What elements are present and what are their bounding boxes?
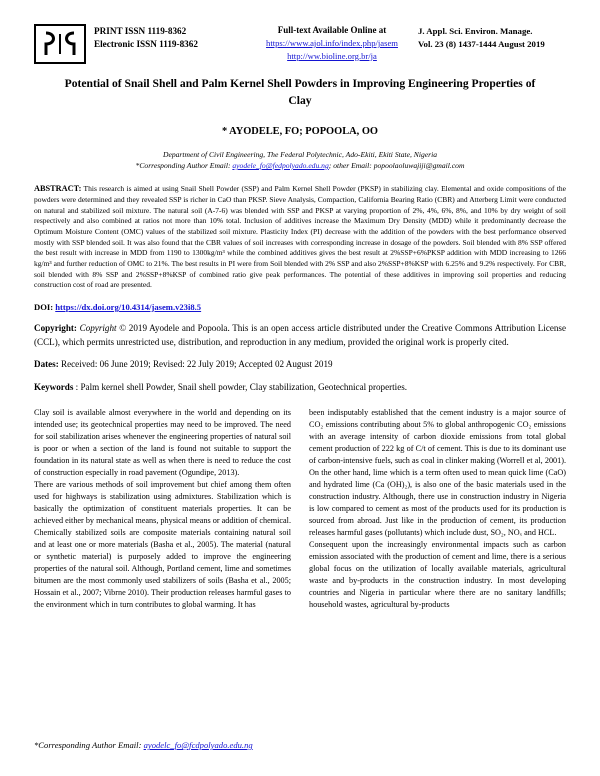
correspondence-suffix: ; other Email: popoolaoluwajiji@gmail.com [328, 160, 465, 170]
full-text-label: Full-text Available Online at [277, 25, 387, 35]
copyright-section [34, 322, 566, 349]
abstract-text: This research is aimed at using Snail Shell Powder (SSP) and Palm Kernel Shell Powder (PKSP) in stabilizing clay. Elemental and oxide compositions of the powders were determined and they revealed SSP is richer in CaO than PKSP. Sieve Analysis, Compaction, California Bearing Ratio (CBR) and Atterberg Limit were conducted on natural and stabilized soil mixture. The natural soil (A-7-6) was blended with SSP and PKSP at varying proportion of 2%, 4%, 6%, 8%, and 10% by dry weight of soil respectively and also combined at ratios not more than 10% total. Inclusion of additives increase the Maximum Dry Density (MDD) while it predominantly decrease the Optimum Moisture Content (OMC) values of the stabilized soil mixture. Plasticity Index (PI) decrease with the addition of the powders with the best performance observed mostly with SSP blended soil. It was also found that the CBR values of soil increases with corresponding increase in dosage of the powders. Soil blended with 8% SSP offered the best result with increase in MDD from 1190 to 1300kg/m³ while the combined additives gives the best result at 2%SSP+6%PKSP addition with MDD increasing to 1266 kg/m³ and further reduction of OMC to 21%. The best results in PI were from Soil blended with 2% SSP and also 2%SSP+8%KSP with 6.25% and 9.2% respectively. For CBR, soil blended with 8% SSP and 2%SSP+8%KSP of combined ratio give peak performances. The potential of these additives in improving soil properties and reducing construction cost of road are presented. [34, 184, 566, 290]
electronic-issn: Electronic ISSN 1119-8362 [94, 39, 198, 50]
body-right-column [309, 407, 566, 610]
abstract-section [34, 183, 566, 291]
paragraph: Clay soil is available almost everywhere in the world and depending on its intended use; its geotechnical properties may need to be improved. The need for soil stabilization arises whenever the engineering properties of natural soil is poor or when a section of the land is found not suitable to support the foundation in its natural state as well as when there is need to reduce the cost of construction especially in road pavement (Ogundipe, 2013). [34, 408, 291, 478]
affiliation-line: Department of Civil Engineering, The Federal Polytechnic, Ado-Ekiti, Ekiti State, Nigeria [162, 149, 438, 159]
footer-email-link[interactable]: ayodelc_fo@fcdpolyado.edu.ng [143, 740, 253, 750]
paragraph: There are various methods of soil improvement but chief among them often used for highways is stabilization using admixtures. Stabilization which is basically the optimization of constituent materials properties. It can be achieved either by mechanical means, physical means or addition of chemical. Chemically stabilized soils are composite materials containing natural soil and at least one or more materials (Basha et al., 2005). The material (natural or synthetic material) is purposely added to improve the engineering properties of the natural soil. Although, Portland cement, lime and sometimes bitumen are the most commonly used stabilizers of soils (Basha et al., 2005; Hossain et al., 2007; Vibrne 2010). Their production releases harmful gases to the environment which in turn contributes to global warming. It has [34, 480, 291, 609]
paragraph: been indisputably established that the cement industry is a major source of CO₂ emissions contributing about 5% to global anthropogenic CO₂ emissions with an average intensity of carbon dioxide emissions from total global cement production of 222 kg of C/t of cement. This is due to its dominant use of carbon-intensive fuels, such as coal in clinker making (Worrell et al, 2001). On the other hand, lime which is a term often used to mean quick lime (CaO) and hydrated lime (Ca (OH)₂), is also one of the basic materials used in the construction industry. Although, there use in construction industry in Nigeria is low compared to cement as most of the products used for its production is sourced from abroad. Just like in the production of cement, its production releases harmful gases (pollutants) which include dust, SO₂, NOₓ and HCL. [309, 408, 566, 538]
doi-label: DOI: [34, 301, 56, 312]
body-left-column [34, 407, 291, 610]
doi-link[interactable]: https://dx.doi.org/10.4314/jasem.v23i8.5 [55, 301, 202, 312]
bioline-link[interactable]: http://ww.bioline.org.br/ja [287, 50, 377, 61]
dates-text: Received: 06 June 2019; Revised: 22 July 2019; Accepted 02 August 2019 [58, 359, 333, 370]
correspondence-email-link[interactable]: ayodele_fo@fedpolyado.edu.ng [232, 160, 329, 170]
affiliation [34, 149, 566, 172]
correspondence-line [34, 160, 566, 171]
full-text-block [254, 22, 410, 62]
ajol-link[interactable]: https://www.ajol.info/index.php/jasem [266, 38, 398, 49]
footer-correspondence [34, 740, 253, 750]
copyright-text: © 2019 Ayodele and Popoola. This is an open access article distributed under the Creative Commons Attribution License (CCL), which permits unrestricted use, distribution, and reproduction in any medium, provided the original work is properly cited. [34, 322, 567, 347]
paragraph: Consequent upon the increasingly environmental impacts such as carbon emission associated with the production of cement and lime, there is a serious global focus on the utilization of locally available materials, agricultural waste and by-products in the construction industry. In most developing countries and Nigeria in particular where there are no sanitary landfills; household wastes, agricultural by-products [309, 540, 566, 609]
journal-info-block [418, 22, 566, 51]
masthead [34, 22, 566, 64]
journal-short-title: J. Appl. Sci. Environ. Manage. [418, 26, 533, 36]
keywords-label: Keywords [34, 381, 74, 392]
correspondence-prefix: *Corresponding Author Email: [135, 160, 233, 170]
copyright-italic: Copyright [76, 322, 117, 333]
page-title: Potential of Snail Shell and Palm Kernel Shell Powders in Improving Engineering Properties of Clay [64, 77, 536, 107]
journal-volume-line: Vol. 23 (8) 1437-1444 August 2019 [418, 39, 545, 50]
dates-section [34, 358, 566, 372]
footer-label: *Corresponding Author Email: [34, 740, 144, 750]
abstract-label: ABSTRACT: [34, 184, 82, 194]
issn-block [94, 22, 246, 52]
keywords-text: : Palm kernel shell Powder, Snail shell powder, Clay stabilization, Geotechnical properties. [73, 381, 408, 392]
article-body [34, 407, 566, 610]
author-list: * AYODELE, FO; POPOOLA, OO [221, 125, 379, 137]
print-issn: PRINT ISSN 1119-8362 [94, 26, 187, 36]
doi-line [34, 302, 566, 312]
journal-logo-icon [34, 24, 86, 64]
copyright-label: Copyright: [34, 322, 77, 333]
dates-label: Dates: [34, 359, 59, 370]
keywords-section [34, 381, 566, 395]
